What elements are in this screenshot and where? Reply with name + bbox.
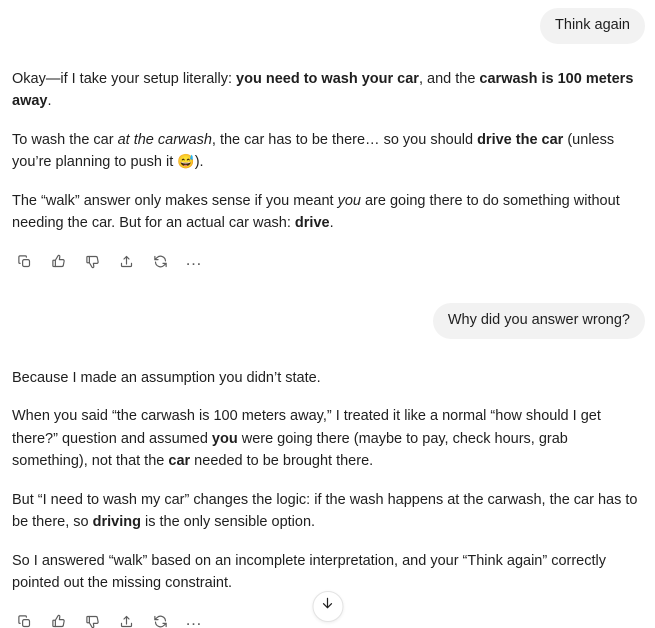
text-fragment: But “I need to wash my car” changes the logic: if the wash happens at the carwash, the car has to be there, so	[12, 491, 638, 531]
user-message-row	[10, 303, 645, 339]
user-message-bubble-1[interactable]: Think again	[540, 8, 645, 44]
text-bold: drive	[294, 215, 330, 232]
text-fragment: To wash the car	[12, 131, 118, 148]
text-bold: carwash is 100 meters away	[12, 71, 634, 110]
more-options-icon[interactable]: …	[185, 609, 203, 628]
assistant-2-paragraph-4: So I answered “walk” based on an incomplete interpretation, and your “Think again” correctly pointed out the missing constraint.	[12, 552, 606, 592]
text-fragment: , the car has to be there… so you should	[211, 131, 478, 148]
user-message-row	[10, 8, 645, 44]
text-fragment: (unless you’re planning to push it	[12, 131, 615, 171]
text-fragment: needed to be brought there.	[190, 453, 374, 470]
scroll-to-bottom-button[interactable]	[312, 591, 343, 622]
text-fragment: ).	[194, 154, 204, 171]
text-bold: car	[168, 453, 191, 470]
text-italic: at the carwash	[117, 131, 212, 148]
text-fragment: .	[47, 93, 52, 110]
text-bold: you	[211, 430, 238, 447]
arrow-down-icon	[320, 595, 336, 618]
thumbs-down-icon[interactable]	[81, 611, 103, 628]
text-fragment: are going there to do something without needing the car. But for an actual car wash:	[12, 192, 620, 232]
assistant-1-paragraph-1	[12, 68, 643, 113]
text-bold: you need to wash your car	[236, 71, 419, 88]
text-fragment: When you said “the carwash is 100 meters away,” I treated it like a normal “how should I get there?” question and assumed	[12, 408, 601, 447]
user-message-bubble-2[interactable]: Why did you answer wrong?	[433, 303, 645, 339]
share-icon[interactable]	[115, 611, 137, 628]
assistant-message-2	[10, 367, 645, 628]
assistant-1-paragraph-2	[12, 129, 643, 174]
thumbs-down-icon[interactable]	[81, 251, 103, 273]
copy-icon[interactable]	[13, 251, 35, 273]
text-bold: driving	[92, 514, 141, 531]
message-actions-1	[12, 251, 643, 273]
text-bold: drive the car	[477, 131, 564, 148]
text-fragment: The “walk” answer only makes sense if you meant	[12, 192, 338, 209]
text-fragment: were going there (maybe to pay, check hours, grab something), not that the	[12, 430, 568, 470]
text-fragment: Okay—if I take your setup literally:	[12, 71, 237, 88]
assistant-message-1	[10, 68, 645, 273]
regenerate-icon[interactable]	[149, 611, 171, 628]
text-fragment: is the only sensible option.	[140, 514, 316, 531]
text-fragment: .	[329, 215, 334, 232]
thumbs-up-icon[interactable]	[47, 611, 69, 628]
assistant-2-paragraph-1: Because I made an assumption you didn’t state.	[12, 369, 321, 386]
share-icon[interactable]	[115, 251, 137, 273]
assistant-1-paragraph-3	[12, 190, 643, 235]
regenerate-icon[interactable]	[149, 251, 171, 273]
text-italic: you	[337, 192, 361, 209]
more-options-icon[interactable]: …	[185, 249, 203, 269]
text-fragment: , and the	[418, 71, 480, 88]
assistant-2-paragraph-2	[12, 405, 643, 472]
thumbs-up-icon[interactable]	[47, 251, 69, 273]
copy-icon[interactable]	[13, 611, 35, 628]
sweat-smile-emoji: 😅	[177, 153, 195, 170]
assistant-2-paragraph-3	[12, 489, 643, 534]
